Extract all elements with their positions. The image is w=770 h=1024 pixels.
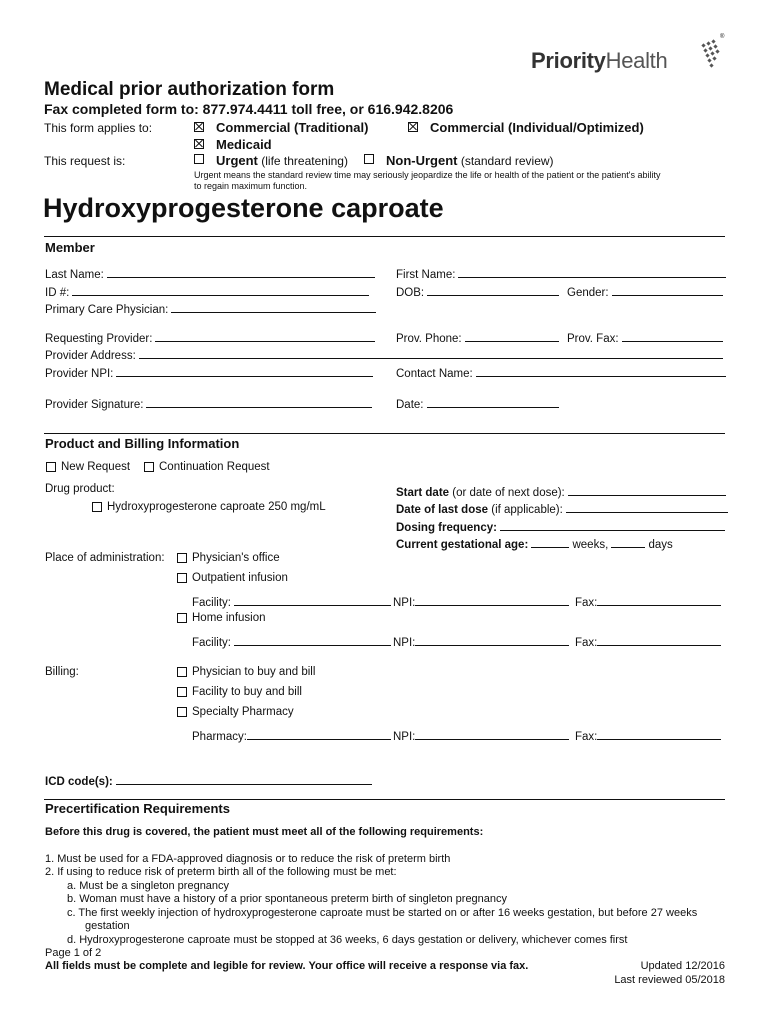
- commercial-individual-label: Commercial (Individual/Optimized): [430, 120, 644, 135]
- specialty-pharmacy-label: Specialty Pharmacy: [192, 706, 294, 718]
- precert-heading: Precertification Requirements: [45, 801, 230, 816]
- home-infusion-checkbox[interactable]: [177, 613, 187, 623]
- provider-address-field: [45, 346, 723, 362]
- icd-codes-input[interactable]: [116, 772, 372, 785]
- pharmacy-fax-input[interactable]: [597, 727, 721, 740]
- requesting-provider-label: Requesting Provider:: [45, 333, 153, 345]
- id-label: ID #:: [45, 287, 70, 299]
- member-heading: Member: [45, 240, 95, 255]
- member-rule: [44, 433, 725, 434]
- start-date-desc: (or date of next dose):: [452, 487, 565, 499]
- commercial-traditional-checkbox[interactable]: [194, 122, 204, 132]
- provider-signature-label: Provider Signature:: [45, 399, 144, 411]
- drug-product-label: Drug product:: [45, 483, 115, 495]
- outpatient-npi-input[interactable]: [415, 593, 569, 606]
- contact-name-input[interactable]: [476, 364, 726, 377]
- drug-option-checkbox[interactable]: [92, 502, 102, 512]
- gender-label: Gender:: [567, 287, 609, 299]
- non-urgent-desc: (standard review): [460, 154, 554, 168]
- logo-brand-health: Health: [605, 48, 668, 73]
- physician-buy-checkbox[interactable]: [177, 667, 187, 677]
- drug-option-label: Hydroxyprogesterone caproate 250 mg/mL: [107, 501, 326, 513]
- pharmacy-npi-field: [393, 727, 569, 743]
- last-name-input[interactable]: [107, 265, 375, 278]
- outpatient-facility-input[interactable]: [234, 593, 391, 606]
- place-of-administration-label: Place of administration:: [45, 552, 165, 564]
- updated-date: Updated 12/2016: [640, 960, 725, 972]
- dob-field: [396, 283, 559, 299]
- requirement-2a: a. Must be a singleton pregnancy: [67, 880, 230, 892]
- start-date-label: Start date: [396, 487, 450, 499]
- provider-address-input[interactable]: [139, 346, 723, 359]
- physicians-office-label: Physician's office: [192, 552, 280, 564]
- days-label: days: [648, 539, 673, 551]
- first-name-label: First Name:: [396, 269, 456, 281]
- pharmacy-field: [192, 727, 391, 743]
- urgent-option: [216, 153, 348, 168]
- gender-input[interactable]: [612, 283, 723, 296]
- prov-fax-field: [567, 329, 723, 345]
- dob-input[interactable]: [427, 283, 559, 296]
- home-npi-label: NPI:: [393, 637, 416, 649]
- signature-date-field: [396, 395, 559, 411]
- signature-date-label: Date:: [396, 399, 424, 411]
- prov-phone-field: [396, 329, 559, 345]
- urgent-desc: (life threatening): [261, 154, 348, 168]
- urgent-note-line2: to regain maximum function.: [194, 181, 308, 191]
- title-rule: [44, 236, 725, 237]
- pharmacy-label: Pharmacy:: [192, 731, 247, 743]
- logo-registered-mark: ®: [720, 34, 725, 40]
- last-dose-label: Date of last dose: [396, 504, 489, 516]
- provider-address-label: Provider Address:: [45, 350, 136, 362]
- home-facility-field: [192, 633, 391, 649]
- continuation-request-checkbox[interactable]: [144, 462, 154, 472]
- non-urgent-option: [386, 153, 554, 168]
- contact-name-label: Contact Name:: [396, 368, 473, 380]
- outpatient-facility-label: Facility:: [192, 597, 231, 609]
- dob-label: DOB:: [396, 287, 425, 299]
- medicaid-checkbox[interactable]: [194, 139, 204, 149]
- start-date-input[interactable]: [568, 483, 726, 496]
- outpatient-fax-field: [575, 593, 721, 609]
- gender-field: [567, 283, 723, 299]
- provider-npi-input[interactable]: [116, 364, 373, 377]
- gestational-age-field: [396, 535, 673, 551]
- pcp-label: Primary Care Physician:: [45, 304, 169, 316]
- gestational-weeks-input[interactable]: [531, 535, 569, 548]
- provider-npi-label: Provider NPI:: [45, 368, 114, 380]
- drug-title: Hydroxyprogesterone caproate: [43, 193, 444, 223]
- provider-signature-field: [45, 395, 372, 411]
- home-npi-input[interactable]: [415, 633, 569, 646]
- physician-buy-label: Physician to buy and bill: [192, 666, 316, 678]
- gestational-age-label: Current gestational age:: [396, 539, 529, 551]
- last-dose-field: [396, 500, 728, 516]
- product-rule: [44, 799, 725, 800]
- requirement-2d: d. Hydroxyprogesterone caproate must be stopped at 36 weeks, 6 days gestation or delivery, whichever comes first: [67, 934, 628, 946]
- product-billing-heading: Product and Billing Information: [45, 436, 240, 451]
- outpatient-fax-label: Fax:: [575, 597, 598, 609]
- non-urgent-checkbox[interactable]: [364, 154, 374, 164]
- requirement-2c-cont: gestation: [85, 920, 130, 932]
- first-name-field: [396, 265, 726, 281]
- dosing-frequency-input[interactable]: [500, 518, 725, 531]
- prov-phone-label: Prov. Phone:: [396, 333, 462, 345]
- outpatient-npi-field: [393, 593, 569, 609]
- home-infusion-label: Home infusion: [192, 612, 266, 624]
- new-request-label: New Request: [61, 461, 131, 473]
- first-name-input[interactable]: [458, 265, 726, 278]
- new-request-checkbox[interactable]: [46, 462, 56, 472]
- applies-label: This form applies to:: [44, 121, 153, 135]
- urgent-label: Urgent: [216, 153, 258, 168]
- pharmacy-npi-label: NPI:: [393, 731, 416, 743]
- requirement-1: 1. Must be used for a FDA-approved diagnosis or to reduce the risk of preterm birth: [45, 853, 451, 865]
- precert-intro: Before this drug is covered, the patient must meet all of the following requirements:: [45, 826, 484, 838]
- home-facility-input[interactable]: [234, 633, 391, 646]
- outpatient-fax-input[interactable]: [597, 593, 721, 606]
- home-npi-field: [393, 633, 569, 649]
- gestational-days-input[interactable]: [611, 535, 645, 548]
- physicians-office-checkbox[interactable]: [177, 553, 187, 563]
- prov-fax-label: Prov. Fax:: [567, 333, 619, 345]
- commercial-traditional-label: Commercial (Traditional): [216, 120, 369, 135]
- urgent-checkbox[interactable]: [194, 154, 204, 164]
- contact-name-field: [396, 364, 726, 380]
- pharmacy-npi-input[interactable]: [415, 727, 569, 740]
- continuation-request-label: Continuation Request: [159, 461, 270, 473]
- outpatient-infusion-label: Outpatient infusion: [192, 572, 288, 584]
- last-name-field: [45, 265, 375, 281]
- page-number: Page 1 of 2: [45, 947, 102, 959]
- requirement-2: 2. If using to reduce risk of preterm birth all of the following must be met:: [45, 866, 397, 878]
- form-title: Medical prior authorization form: [44, 79, 335, 100]
- dosing-frequency-label: Dosing frequency:: [396, 522, 497, 534]
- home-fax-input[interactable]: [597, 633, 721, 646]
- requesting-provider-input[interactable]: [155, 329, 375, 342]
- logo-brand-priority: Priority: [531, 48, 606, 73]
- home-fax-label: Fax:: [575, 637, 598, 649]
- id-field: [45, 283, 369, 299]
- requirement-2c: c. The first weekly injection of hydroxyprogesterone caproate must be started on or after 16 weeks gestation, but before 27 weeks: [67, 907, 698, 919]
- medicaid-label: Medicaid: [216, 137, 272, 152]
- commercial-individual-checkbox[interactable]: [408, 122, 418, 132]
- icd-codes-label: ICD code(s):: [45, 776, 113, 788]
- outpatient-infusion-checkbox[interactable]: [177, 573, 187, 583]
- requirement-2b: b. Woman must have a history of a prior spontaneous preterm birth of singleton pregnancy: [67, 893, 508, 905]
- request-label: This request is:: [44, 154, 126, 168]
- dosing-frequency-field: [396, 518, 725, 534]
- prov-phone-input[interactable]: [465, 329, 559, 342]
- pharmacy-fax-label: Fax:: [575, 731, 598, 743]
- last-dose-input[interactable]: [566, 500, 728, 513]
- pcp-field: [45, 300, 376, 316]
- pcp-input[interactable]: [171, 300, 376, 313]
- urgent-note-line1: Urgent means the standard review time may seriously jeopardize the life or health of the patient or the patient's ability: [194, 170, 661, 180]
- prov-fax-input[interactable]: [622, 329, 723, 342]
- pharmacy-input[interactable]: [247, 727, 391, 740]
- fax-line: Fax completed form to: 877.974.4411 toll free, or 616.942.8206: [44, 101, 454, 117]
- home-fax-field: [575, 633, 721, 649]
- provider-signature-input[interactable]: [146, 395, 372, 408]
- outpatient-facility-field: [192, 593, 391, 609]
- provider-npi-field: [45, 364, 373, 380]
- home-facility-label: Facility:: [192, 637, 231, 649]
- facility-buy-checkbox[interactable]: [177, 687, 187, 697]
- last-name-label: Last Name:: [45, 269, 104, 281]
- footer-notice: All fields must be complete and legible for review. Your office will receive a response via fax.: [45, 960, 529, 972]
- logo-mark-icon: [698, 38, 724, 74]
- specialty-pharmacy-checkbox[interactable]: [177, 707, 187, 717]
- last-dose-desc: (if applicable):: [491, 504, 563, 516]
- weeks-label: weeks,: [572, 539, 609, 551]
- non-urgent-label: Non-Urgent: [386, 153, 458, 168]
- priority-health-logo: [531, 48, 667, 74]
- pharmacy-fax-field: [575, 727, 721, 743]
- icd-codes-field: [45, 772, 372, 788]
- start-date-field: [396, 483, 726, 499]
- requesting-provider-field: [45, 329, 375, 345]
- signature-date-input[interactable]: [427, 395, 559, 408]
- facility-buy-label: Facility to buy and bill: [192, 686, 302, 698]
- billing-label: Billing:: [45, 666, 79, 678]
- last-reviewed-date: Last reviewed 05/2018: [614, 974, 725, 986]
- id-input[interactable]: [72, 283, 369, 296]
- outpatient-npi-label: NPI:: [393, 597, 416, 609]
